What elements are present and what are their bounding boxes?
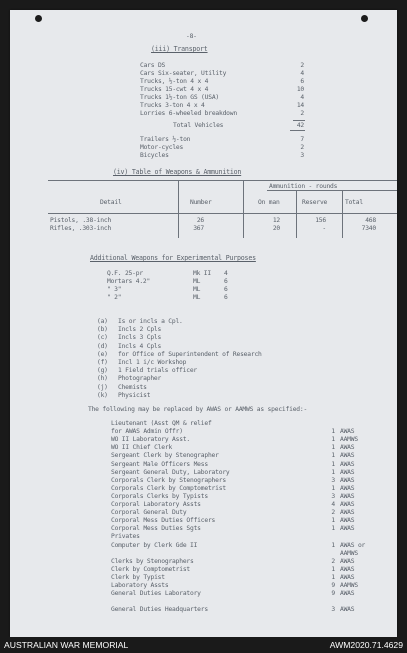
replacement-role: Computer by Clerk Gde II [111,541,198,549]
experimental-weapon: Mortars 4.2" [107,278,151,285]
replacement-service: AAMWS [340,582,358,589]
weapon-on-man: 20 [272,225,280,232]
replacement-qty: 9 [331,582,335,589]
transport-heading: (iii) Transport [151,45,208,53]
replacement-service: AWAS [340,573,355,581]
transport-extra-label: Motor-cycles [140,144,184,151]
note-text: 1 Field trials officer [118,367,198,375]
weapon-on-man: 12 [272,217,280,224]
weapon-total: 7340 [361,225,376,232]
experimental-mark: ML [193,294,201,301]
replacement-service: AWAS [340,565,355,573]
note-text: Is or incls a Cpl. [118,318,183,325]
transport-item-label: Cars DS [140,62,166,69]
replacement-role: Corporal Laboratory Assts [111,501,201,508]
weapon-detail: Pistols, .38-inch [50,217,112,224]
replacement-qty: 3 [331,492,335,500]
replacement-qty: 9 [331,590,335,598]
col-detail: Detail [100,199,122,206]
note-key: (e) [97,350,108,358]
total-underline [290,130,305,131]
transport-extra-qty: 2 [300,144,304,151]
replace-intro: The following may be replaced by AWAS or AAMWS as specified:- [88,406,308,413]
experimental-qty: 6 [224,294,228,301]
transport-item-qty: 4 [300,94,304,101]
punch-hole [361,15,368,22]
footer-bar [0,637,407,653]
transport-item-label: Trucks 3-ton 4 x 4 [140,102,205,109]
replacement-role: Corporal Mess Duties Officers [111,517,216,525]
replacement-service: AWAS [340,501,355,508]
col-number: Number [190,199,212,206]
note-key: (a) [97,318,108,325]
note-text: Incls 2 Cpls [118,326,162,334]
col-on-man: On man [258,199,280,206]
experimental-weapon: " 2" [107,294,122,301]
document-page [10,10,397,637]
transport-extra-qty: 3 [300,152,304,159]
total-qty: 42 [296,122,304,129]
note-key: (f) [97,359,108,366]
replacement-qty: 1 [331,436,335,444]
total-label: Total Vehicles [173,122,224,129]
replacement-service: AWAS [340,509,355,517]
replacement-service: AWAS [340,452,355,460]
replacement-service: AWAS [340,484,355,492]
note-key: (k) [97,391,108,399]
experimental-weapon: Q.F. 25-pr [107,270,143,277]
transport-item-qty: 4 [300,70,304,77]
replacement-service: AWAS [340,557,355,565]
weapons-heading: (iv) Table of Weapons & Ammunition [113,168,242,176]
transport-item-label: Trucks 15-cwt 4 x 4 [140,86,209,93]
replacement-qty: 1 [331,525,335,533]
experimental-weapon: " 3" [107,286,122,293]
transport-item-qty: 6 [300,78,304,85]
footer-institution: AUSTRALIAN WAR MEMORIAL [4,640,129,650]
replacement-qty: 1 [331,573,335,581]
note-text: Physicist [118,391,151,399]
weapon-detail: Rifles, .303-inch [50,225,112,232]
note-text: Incls 3 Cpls [118,334,162,342]
note-text: for Office of Superintendent of Research [118,350,262,358]
replacement-role: Privates [111,533,140,541]
replacement-qty: 1 [331,460,335,468]
page-number: -8- [186,33,197,40]
replacement-service: AWAS [340,428,355,436]
replacement-service: AAMWS [340,549,358,557]
col-reserve: Reserve [302,199,328,206]
replacement-qty: 4 [331,501,335,508]
transport-item-qty: 14 [296,102,304,109]
total-rule [293,120,305,121]
replacement-role: WO II Chief Clerk [111,444,173,452]
note-text: Photographer [118,375,162,383]
footer-accession: AWM2020.71.4629 [329,640,403,650]
replacement-service: AWAS [340,606,355,614]
experimental-mark: ML [193,286,201,293]
replacement-role: WO II Laboratory Asst. [111,436,191,444]
replacement-role: Corporal Mess Duties Sgts [111,525,201,533]
replacement-service: AWAS [340,476,355,484]
replacement-qty: 3 [331,606,335,614]
replacement-role: Clerk by Typist [111,573,165,581]
replacement-qty: 1 [331,541,335,549]
replacement-qty: 1 [331,452,335,460]
note-text: Incl 1 i/c Workshop [118,359,187,366]
replacement-role: Sergeant General Duty, Laboratory [111,468,230,476]
col-total: Total [345,199,363,206]
replacement-qty: 2 [331,557,335,565]
experimental-heading: Additional Weapons for Experimental Purposes [90,254,256,262]
replacement-role: for AWAS Admin Offr) [111,428,183,436]
replacement-qty: 1 [331,428,335,436]
weapon-reserve: 156 [315,217,326,224]
replacement-service: AWAS [340,468,355,476]
transport-item-label: Trucks, ½-ton 4 x 4 [140,78,209,85]
experimental-qty: 6 [224,278,228,285]
replacement-qty: 1 [331,468,335,476]
transport-item-qty: 10 [296,86,304,93]
weapon-total: 468 [365,217,376,224]
note-text: Chemists [118,383,147,391]
transport-extra-qty: 7 [300,136,304,143]
note-text: Incls 4 Cpls [118,342,162,350]
replacement-service: AWAS [340,517,355,525]
transport-item-label: Trucks 1½-ton GS (USA) [140,94,220,101]
weapon-reserve: - [322,225,326,232]
replacement-service: AWAS or [340,541,366,549]
weapon-number: 26 [196,217,204,224]
note-key: (d) [97,342,108,350]
note-key: (g) [97,367,108,375]
note-key: (b) [97,326,108,334]
transport-item-qty: 2 [300,110,304,117]
transport-item-label: Lorries 6-wheeled breakdown [140,110,237,117]
replacement-qty: 1 [331,444,335,452]
transport-extra-label: Bicycles [140,152,169,159]
replacement-qty: 3 [331,476,335,484]
transport-extra-label: Trailers ½-ton [140,136,191,143]
replacement-service: AWAS [340,590,355,598]
transport-item-qty: 2 [300,62,304,69]
note-key: (h) [97,375,108,383]
note-key: (j) [97,383,108,391]
note-key: (c) [97,334,108,342]
replacement-qty: 1 [331,484,335,492]
experimental-qty: 4 [224,270,228,277]
replacement-qty: 1 [331,517,335,525]
replacement-role: Sergeant Clerk by Stenographer [111,452,219,460]
replacement-qty: 1 [331,565,335,573]
replacement-role: Clerks by Stenographers [111,557,194,565]
experimental-qty: 6 [224,286,228,293]
replacement-service: AWAS [340,525,355,533]
replacement-qty: 2 [331,509,335,517]
replacement-role: Lieutenant (Asst QM & relief [111,420,212,427]
replacement-role: General Duties Headquarters [111,606,208,614]
replacement-service: AAMWS [340,436,358,444]
replacement-service: AWAS [340,444,355,452]
replacement-role: General Duties Laboratory [111,590,201,598]
replacement-service: AWAS [340,460,355,468]
replacement-role: Corporal General Duty [111,509,187,517]
weapon-number: 367 [193,225,204,232]
replacement-role: Laboratory Assts [111,582,169,589]
replacement-role: Corporals Clerks by Typists [111,492,208,500]
replacement-role: Corporals Clerk by Stenographers [111,476,226,484]
replacement-service: AWAS [340,492,355,500]
replacement-role: Corporals Clerk by Comptometrist [111,484,226,492]
ammo-header: Ammunition - rounds [269,183,338,190]
experimental-mark: ML [193,278,201,285]
experimental-mark: Mk II [193,270,211,277]
transport-item-label: Cars Six-seater, Utility [140,70,227,77]
punch-hole [35,15,42,22]
replacement-role: Sergeant Male Officers Mess [111,460,208,468]
replacement-role: Clerk by Comptometrist [111,565,191,573]
